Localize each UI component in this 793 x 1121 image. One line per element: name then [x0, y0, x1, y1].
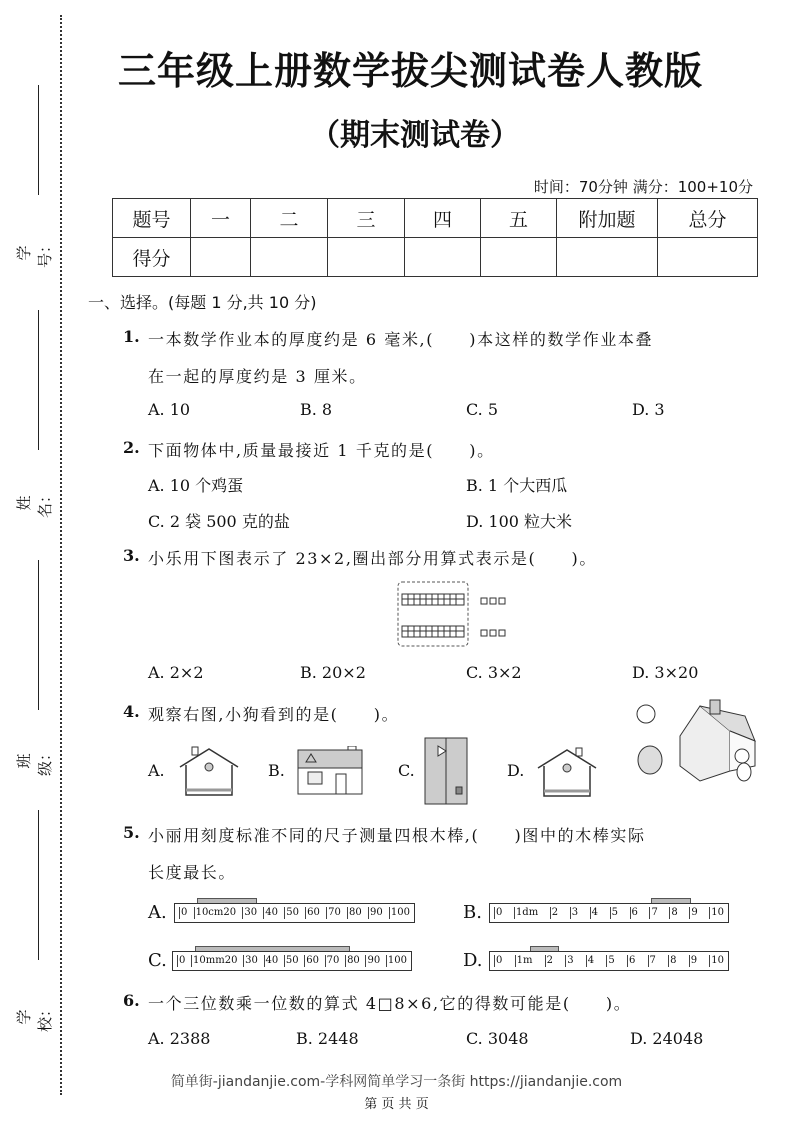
option-a[interactable]: A. — [148, 761, 165, 780]
ruler-tick-label: 0 — [181, 907, 188, 918]
option-d[interactable]: D. — [463, 950, 483, 971]
question-text: 小丽用刻度标准不同的尺子测量四根木棒,( )图中的木棒实际 — [148, 826, 646, 845]
ruler-tick-label: 100 — [387, 955, 407, 966]
house-with-animals-picture — [630, 696, 760, 786]
header-cell: 五 — [481, 199, 557, 238]
option-b[interactable]: B. 20×2 — [300, 663, 366, 682]
score-cell[interactable] — [405, 238, 481, 277]
ruler-tick-label: 10mm20 — [193, 955, 238, 966]
header-cell: 总分 — [658, 199, 758, 238]
house-front-view-d — [536, 746, 598, 798]
option-d[interactable]: D. 100 粒大米 — [466, 512, 573, 531]
ruler-c — [172, 951, 412, 971]
question-text: 小乐用下图表示了 23×2,圈出部分用算式表示是( )。 — [148, 549, 598, 568]
ruler-tick-label: 50 — [286, 907, 299, 918]
option-a[interactable]: A. — [148, 902, 167, 923]
ruler-tick-label: 1dm — [515, 907, 539, 918]
ruler-tick-label: 40 — [265, 907, 278, 918]
ruler-tick-label: 7 — [651, 907, 658, 918]
ruler-d — [489, 951, 729, 971]
ruler-tick-label: 90 — [367, 955, 381, 966]
question-number: 4. — [123, 702, 140, 721]
ruler-tick-label: 10 — [711, 955, 724, 966]
option-a[interactable]: A. 10 — [148, 400, 191, 419]
ruler-tick-label: 10 — [711, 907, 724, 918]
option-d[interactable]: D. 3 — [632, 400, 665, 419]
option-d[interactable]: D. 3×20 — [632, 663, 699, 682]
header-cell: 四 — [405, 199, 481, 238]
name-line — [38, 310, 39, 450]
ruler-tick-label: 8 — [671, 907, 678, 918]
ruler-tick-label: 80 — [349, 907, 362, 918]
ruler-tick-label: 10cm20 — [195, 907, 237, 918]
option-b[interactable]: B. — [268, 761, 285, 780]
option-a[interactable]: A. 2×2 — [148, 663, 204, 682]
ruler-tick-label: 0 — [496, 955, 503, 966]
name-label: 姓名： — [15, 488, 54, 519]
option-a[interactable]: A. 2388 — [148, 1029, 211, 1048]
question-text: 一本数学作业本的厚度约是 6 毫米,( )本这样的数学作业本叠 — [148, 330, 654, 349]
ruler-tick-label: 9 — [690, 955, 698, 966]
class-line — [38, 560, 39, 710]
ruler-tick-label: 70 — [326, 955, 340, 966]
option-c[interactable]: C. 3048 — [466, 1029, 529, 1048]
question-number: 5. — [123, 823, 140, 842]
page-number: 第 页 共 页 — [364, 1097, 429, 1112]
question-text: 下面物体中,质量最接近 1 千克的是( )。 — [148, 441, 495, 460]
page-title: 三年级上册数学拔尖测试卷人教版 — [118, 49, 704, 93]
student-id-line — [38, 85, 39, 195]
ruler-tick-label: 6 — [631, 907, 638, 918]
ruler-tick-label: 0 — [496, 907, 503, 918]
ruler-b — [489, 903, 729, 923]
ruler-tick-label: 40 — [265, 955, 279, 966]
school-label: 学校： — [15, 1002, 54, 1033]
question-text: 观察右图,小狗看到的是( )。 — [148, 705, 400, 724]
option-c[interactable]: C. — [398, 761, 415, 780]
ruler-tick-label: 8 — [670, 955, 677, 966]
exam-meta: 时间：70分钟 满分：100+10分 — [533, 178, 753, 196]
score-table — [112, 198, 758, 277]
option-d[interactable]: D. 24048 — [630, 1029, 704, 1048]
option-c[interactable]: C. 3×2 — [466, 663, 522, 682]
score-cell[interactable] — [191, 238, 251, 277]
ruler-tick-label: 4 — [591, 907, 598, 918]
option-b[interactable]: B. 8 — [300, 400, 333, 419]
ruler-tick-label: 0 — [179, 955, 186, 966]
school-line — [38, 810, 39, 960]
score-cell[interactable] — [328, 238, 405, 277]
ruler-tick-label: 3 — [567, 955, 574, 966]
ruler-tick-label: 1m — [516, 955, 533, 966]
question-text: 在一起的厚度约是 3 厘米。 — [148, 367, 367, 386]
ruler-tick-label: 2 — [551, 907, 559, 918]
score-cell[interactable] — [481, 238, 557, 277]
ruler-tick-label: 6 — [628, 955, 636, 966]
question-text: 一个三位数乘一位数的算式 4□8×6,它的得数可能是( )。 — [148, 994, 632, 1013]
question-text: 长度最长。 — [148, 863, 237, 882]
question-number: 3. — [123, 546, 140, 565]
ruler-tick-label: 9 — [691, 907, 698, 918]
header-cell: 三 — [328, 199, 405, 238]
header-cell: 附加题 — [557, 199, 658, 238]
house-side-view-b — [296, 746, 366, 798]
ruler-tick-label: 4 — [587, 955, 595, 966]
option-c[interactable]: C. 2 袋 500 克的盐 — [148, 512, 290, 531]
ruler-tick-label: 30 — [245, 955, 258, 966]
question-number: 2. — [123, 438, 140, 457]
ruler-tick-label: 60 — [306, 955, 320, 966]
section-heading: 一、选择。(每题 1 分,共 10 分) — [88, 293, 317, 312]
header-cell: 二 — [251, 199, 328, 238]
header-cell: 一 — [191, 199, 251, 238]
ruler-tick-label: 80 — [347, 955, 360, 966]
question-number: 1. — [123, 327, 140, 346]
ruler-tick-label: 5 — [611, 907, 618, 918]
ruler-tick-label: 100 — [390, 907, 410, 918]
binding-line — [60, 15, 62, 1095]
ruler-tick-label: 90 — [369, 907, 383, 918]
option-c[interactable]: C. 5 — [466, 400, 499, 419]
score-cell[interactable] — [658, 238, 758, 277]
option-b[interactable]: B. 2448 — [296, 1029, 359, 1048]
option-a[interactable]: A. 10 个鸡蛋 — [148, 476, 244, 495]
option-c[interactable]: C. — [148, 950, 167, 971]
option-b[interactable]: B. 1 个大西瓜 — [466, 476, 568, 495]
student-id-label: 学号： — [15, 238, 54, 269]
ruler-tick-label: 2 — [546, 955, 554, 966]
ruler-tick-label: 50 — [285, 955, 299, 966]
ruler-tick-label: 7 — [649, 955, 656, 966]
house-front-view-a — [178, 745, 240, 797]
header-cell: 题号 — [113, 199, 191, 238]
ruler-tick-label: 70 — [328, 907, 341, 918]
ruler-tick-label: 3 — [571, 907, 579, 918]
footer-watermark: 简单街-jiandanjie.com-学科网简单学习一条街 https://jiandanjie.com — [170, 1074, 623, 1090]
option-b[interactable]: B. — [463, 902, 482, 923]
question-number: 6. — [123, 991, 140, 1010]
option-d[interactable]: D. — [507, 761, 525, 780]
ruler-tick-label: 30 — [244, 907, 258, 918]
ruler-tick-label: 60 — [307, 907, 320, 918]
score-cell[interactable] — [251, 238, 328, 277]
page-subtitle: （期末测试卷） — [310, 118, 520, 153]
ruler-a — [174, 903, 415, 923]
score-cell[interactable] — [557, 238, 658, 277]
class-label: 班级： — [15, 746, 54, 777]
blocks-figure — [390, 576, 520, 652]
ruler-tick-label: 5 — [608, 955, 615, 966]
house-top-view-c — [424, 737, 468, 805]
row-label: 得分 — [113, 238, 191, 277]
